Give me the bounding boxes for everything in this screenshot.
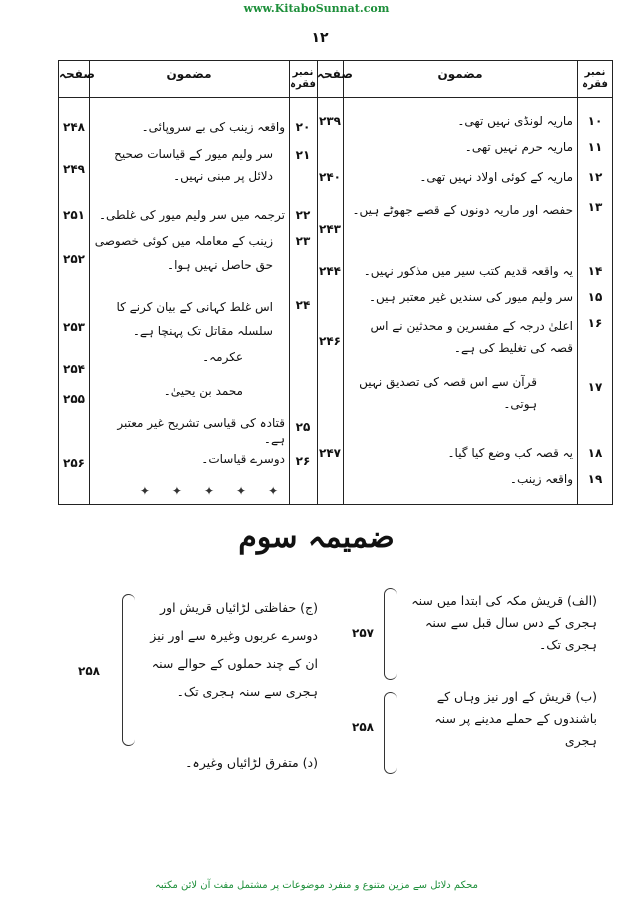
list-item-page: ۲۵۶ xyxy=(63,456,85,470)
list-item-num: ۱۷ xyxy=(587,380,603,394)
list-item-num: ۱۶ xyxy=(587,316,603,330)
list-item-num: ۲۱ xyxy=(295,148,311,162)
footer-tagline: محکم دلائل سے مزین متنوع و منفرد موضوعات پر مشتمل مفت آن لائن مکتبہ xyxy=(155,880,478,891)
list-item-text: دوسرے قیاسات۔ xyxy=(201,452,285,466)
appendix-item-a: (الف) قریش مکہ کی ابتدا میں سنہ ہجری کے دس سال قبل سے سنہ ہجری تک۔ xyxy=(411,593,597,652)
list-item-text: حفصہ اور ماریہ دونوں کے قصے جھوٹے ہیں۔ xyxy=(352,203,573,217)
list-item-page: ۲۴۰ xyxy=(319,170,341,184)
site-url[interactable]: www.KitaboSunnat.com xyxy=(243,2,390,15)
list-item-text: اعلیٰ درجہ کے مفسرین و محدثین نے اس قصہ کی تغلیط کی ہے۔ xyxy=(370,319,573,355)
list-item-num: ۲۰ xyxy=(295,120,311,134)
list-item-text: قرآن سے اس قصہ کی تصدیق نہیں ہوتی۔ xyxy=(359,375,537,411)
list-item-page: ۲۵۳ xyxy=(63,320,85,334)
list-item-page: ۲۵۱ xyxy=(63,208,85,222)
right-block-brace-b xyxy=(384,692,397,774)
list-item-text: سر ولیم میور کے قیاسات صحیح دلائل پر مبنی نہیں۔ xyxy=(114,147,273,183)
appendix-page-b: ۲۵۸ xyxy=(352,720,374,734)
list-item-num: ۱۱ xyxy=(587,140,603,154)
list-item-page: ۲۵۲ xyxy=(63,252,85,266)
list-item-text: سر ولیم میور کی سندیں غیر معتبر ہیں۔ xyxy=(368,290,573,304)
list-item-text: ترجمہ میں سر ولیم میور کی غلطی۔ xyxy=(98,208,285,222)
appendix-item-c: (ج) حفاظتی لڑائیاں قریش اور دوسرے عربوں وغیرہ سے اور نیز ان کے چند حملوں کے حوالے سنہ ہجری سے سنہ ہجری تک۔ xyxy=(150,600,318,699)
page-number: ۱۲ xyxy=(311,30,329,46)
list-item-num: ۱۰ xyxy=(587,114,603,128)
list-item-page: ۲۴۷ xyxy=(319,446,341,460)
appendix-title: ضمیمہ سوم xyxy=(238,520,395,555)
list-item-num: ۱۸ xyxy=(587,446,603,460)
list-item-page: ۲۵۵ xyxy=(63,392,85,406)
list-item-num: ۱۲ xyxy=(587,170,603,184)
list-item-num: ۲۳ xyxy=(295,234,311,248)
appendix-item-d: (د) متفرق لڑائیاں وغیرہ۔ xyxy=(185,755,318,770)
appendix-page-c: ۲۵۸ xyxy=(78,664,100,678)
list-item-text: ماریہ کے کوئی اولاد نہیں تھی۔ xyxy=(419,170,573,184)
decorative-dots: ✦✦✦✦✦ xyxy=(139,484,301,498)
list-item-page: ۲۳۹ xyxy=(319,114,341,128)
header-left-seq: نمبر فقرہ xyxy=(290,67,316,90)
list-item-num: ۱۹ xyxy=(587,472,603,486)
list-item-page: ۲۴۴ xyxy=(319,264,341,278)
list-item-text: واقعہ زینب کی بے سروپائی۔ xyxy=(141,120,285,134)
list-item-text: ماریہ لونڈی نہیں تھی۔ xyxy=(457,114,573,128)
list-item-num: ۱۳ xyxy=(587,200,603,214)
appendix-page-a: ۲۵۷ xyxy=(352,626,374,640)
list-item-page: ۲۴۳ xyxy=(319,222,341,236)
list-item-text: عکرمہ۔ xyxy=(202,350,243,364)
list-item-num: ۲۶ xyxy=(295,454,311,468)
list-item-page: ۲۴۶ xyxy=(319,334,341,348)
list-item-page: ۲۵۴ xyxy=(63,362,85,376)
list-item-page: ۲۴۸ xyxy=(63,120,85,134)
header-right-seq: نمبر فقرہ xyxy=(582,67,608,90)
list-item-text: یہ واقعہ قدیم کتب سیر میں مذکور نہیں۔ xyxy=(363,264,573,278)
header-left-page: صفحہ xyxy=(59,67,95,81)
header-right-subject: مضمون xyxy=(437,67,483,81)
header-right-page: صفحہ xyxy=(317,67,353,81)
list-item-num: ۲۵ xyxy=(295,420,311,434)
list-item-num: ۱۴ xyxy=(587,264,603,278)
list-item-text: ماریہ حرم نہیں تھی۔ xyxy=(464,140,573,154)
list-item-text: محمد بن یحییٰ۔ xyxy=(163,384,243,398)
appendix-item-b: (ب) قریش کے اور نیز وہاں کے باشندوں کے حملے مدینے پر سنہ ہجری xyxy=(434,689,597,748)
list-item-text: واقعہ زینب۔ xyxy=(509,472,573,486)
left-block-brace xyxy=(122,594,135,746)
list-item-text: قتادہ کی قیاسی تشریح غیر معتبر ہے۔ xyxy=(117,416,285,446)
list-item-text: اس غلط کہانی کے بیان کرنے کا سلسلہ مقاتل تک پہنچا ہے۔ xyxy=(116,300,273,338)
right-block-brace xyxy=(384,588,397,680)
list-item-text: زینب کے معاملہ میں کوئی خصوصی حق حاصل نہیں ہوا۔ xyxy=(94,234,273,272)
list-item-page: ۲۴۹ xyxy=(63,162,85,176)
table-of-contents xyxy=(58,60,613,505)
list-item-num: ۱۵ xyxy=(587,290,603,304)
list-item-text: یہ قصہ کب وضع کیا گیا۔ xyxy=(447,446,573,460)
list-item-num: ۲۲ xyxy=(295,208,311,222)
header-left-subject: مضمون xyxy=(166,67,212,81)
list-item-num: ۲۴ xyxy=(295,298,311,312)
